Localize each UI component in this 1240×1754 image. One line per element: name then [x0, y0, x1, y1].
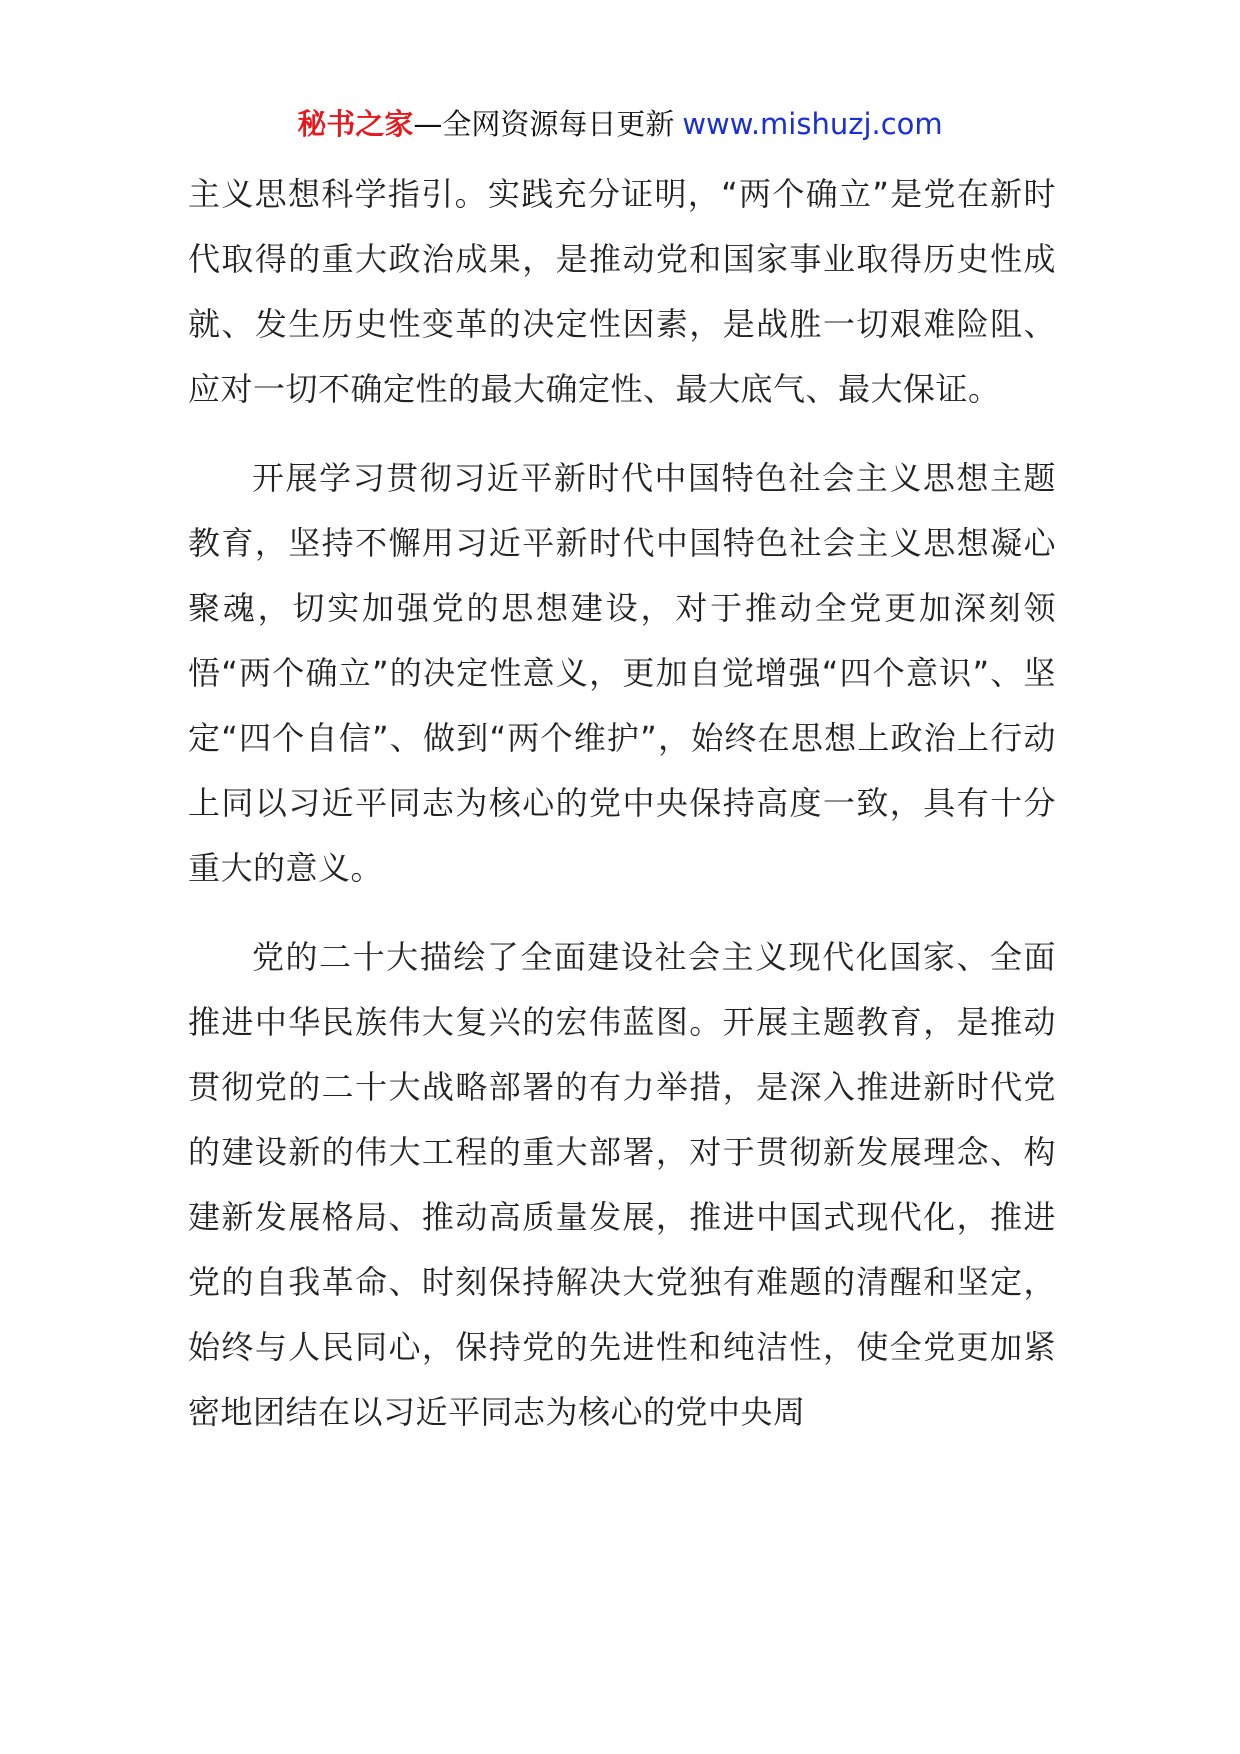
paragraph: 开展学习贯彻习近平新时代中国特色社会主义思想主题教育，坚持不懈用习近平新时代中国特色社会主义思想凝心聚魂，切实加强党的思想建设，对于推动全党更加深刻领悟“两个确立”的决定性意义，更加自觉增强“四个意识”、坚定“四个自信”、做到“两个维护”，始终在思想上政治上行动上同以习近平同志为核心的党中央保持高度一致，具有十分重大的意义。	[188, 459, 1056, 887]
page-header	[0, 100, 1240, 148]
site-brand: 秘书之家	[297, 107, 414, 141]
site-url-link[interactable]: www.mishuzj.com	[682, 107, 943, 141]
paragraph: 党的二十大描绘了全面建设社会主义现代化国家、全面推进中华民族伟大复兴的宏伟蓝图。开展主题教育，是推动贯彻党的二十大战略部署的有力举措，是深入推进新时代党的建设新的伟大工程的重大部署，对于贯彻新发展理念、构建新发展格局、推动高质量发展，推进中国式现代化，推进党的自我革命、时刻保持解决大党独有难题的清醒和坚定，始终与人民同心，保持党的先进性和纯洁性，使全党更加紧密地团结在以习近平同志为核心的党中央周	[188, 938, 1056, 1431]
document-body	[188, 162, 1056, 1445]
paragraph-continued: 主义思想科学指引。实践充分证明，“两个确立”是党在新时代取得的重大政治成果，是推动党和国家事业取得历史性成就、发生历史性变革的决定性因素，是战胜一切艰难险阻、应对一切不确定性的最大确定性、最大底气、最大保证。	[188, 175, 1056, 408]
site-tagline: —全网资源每日更新	[413, 107, 675, 141]
